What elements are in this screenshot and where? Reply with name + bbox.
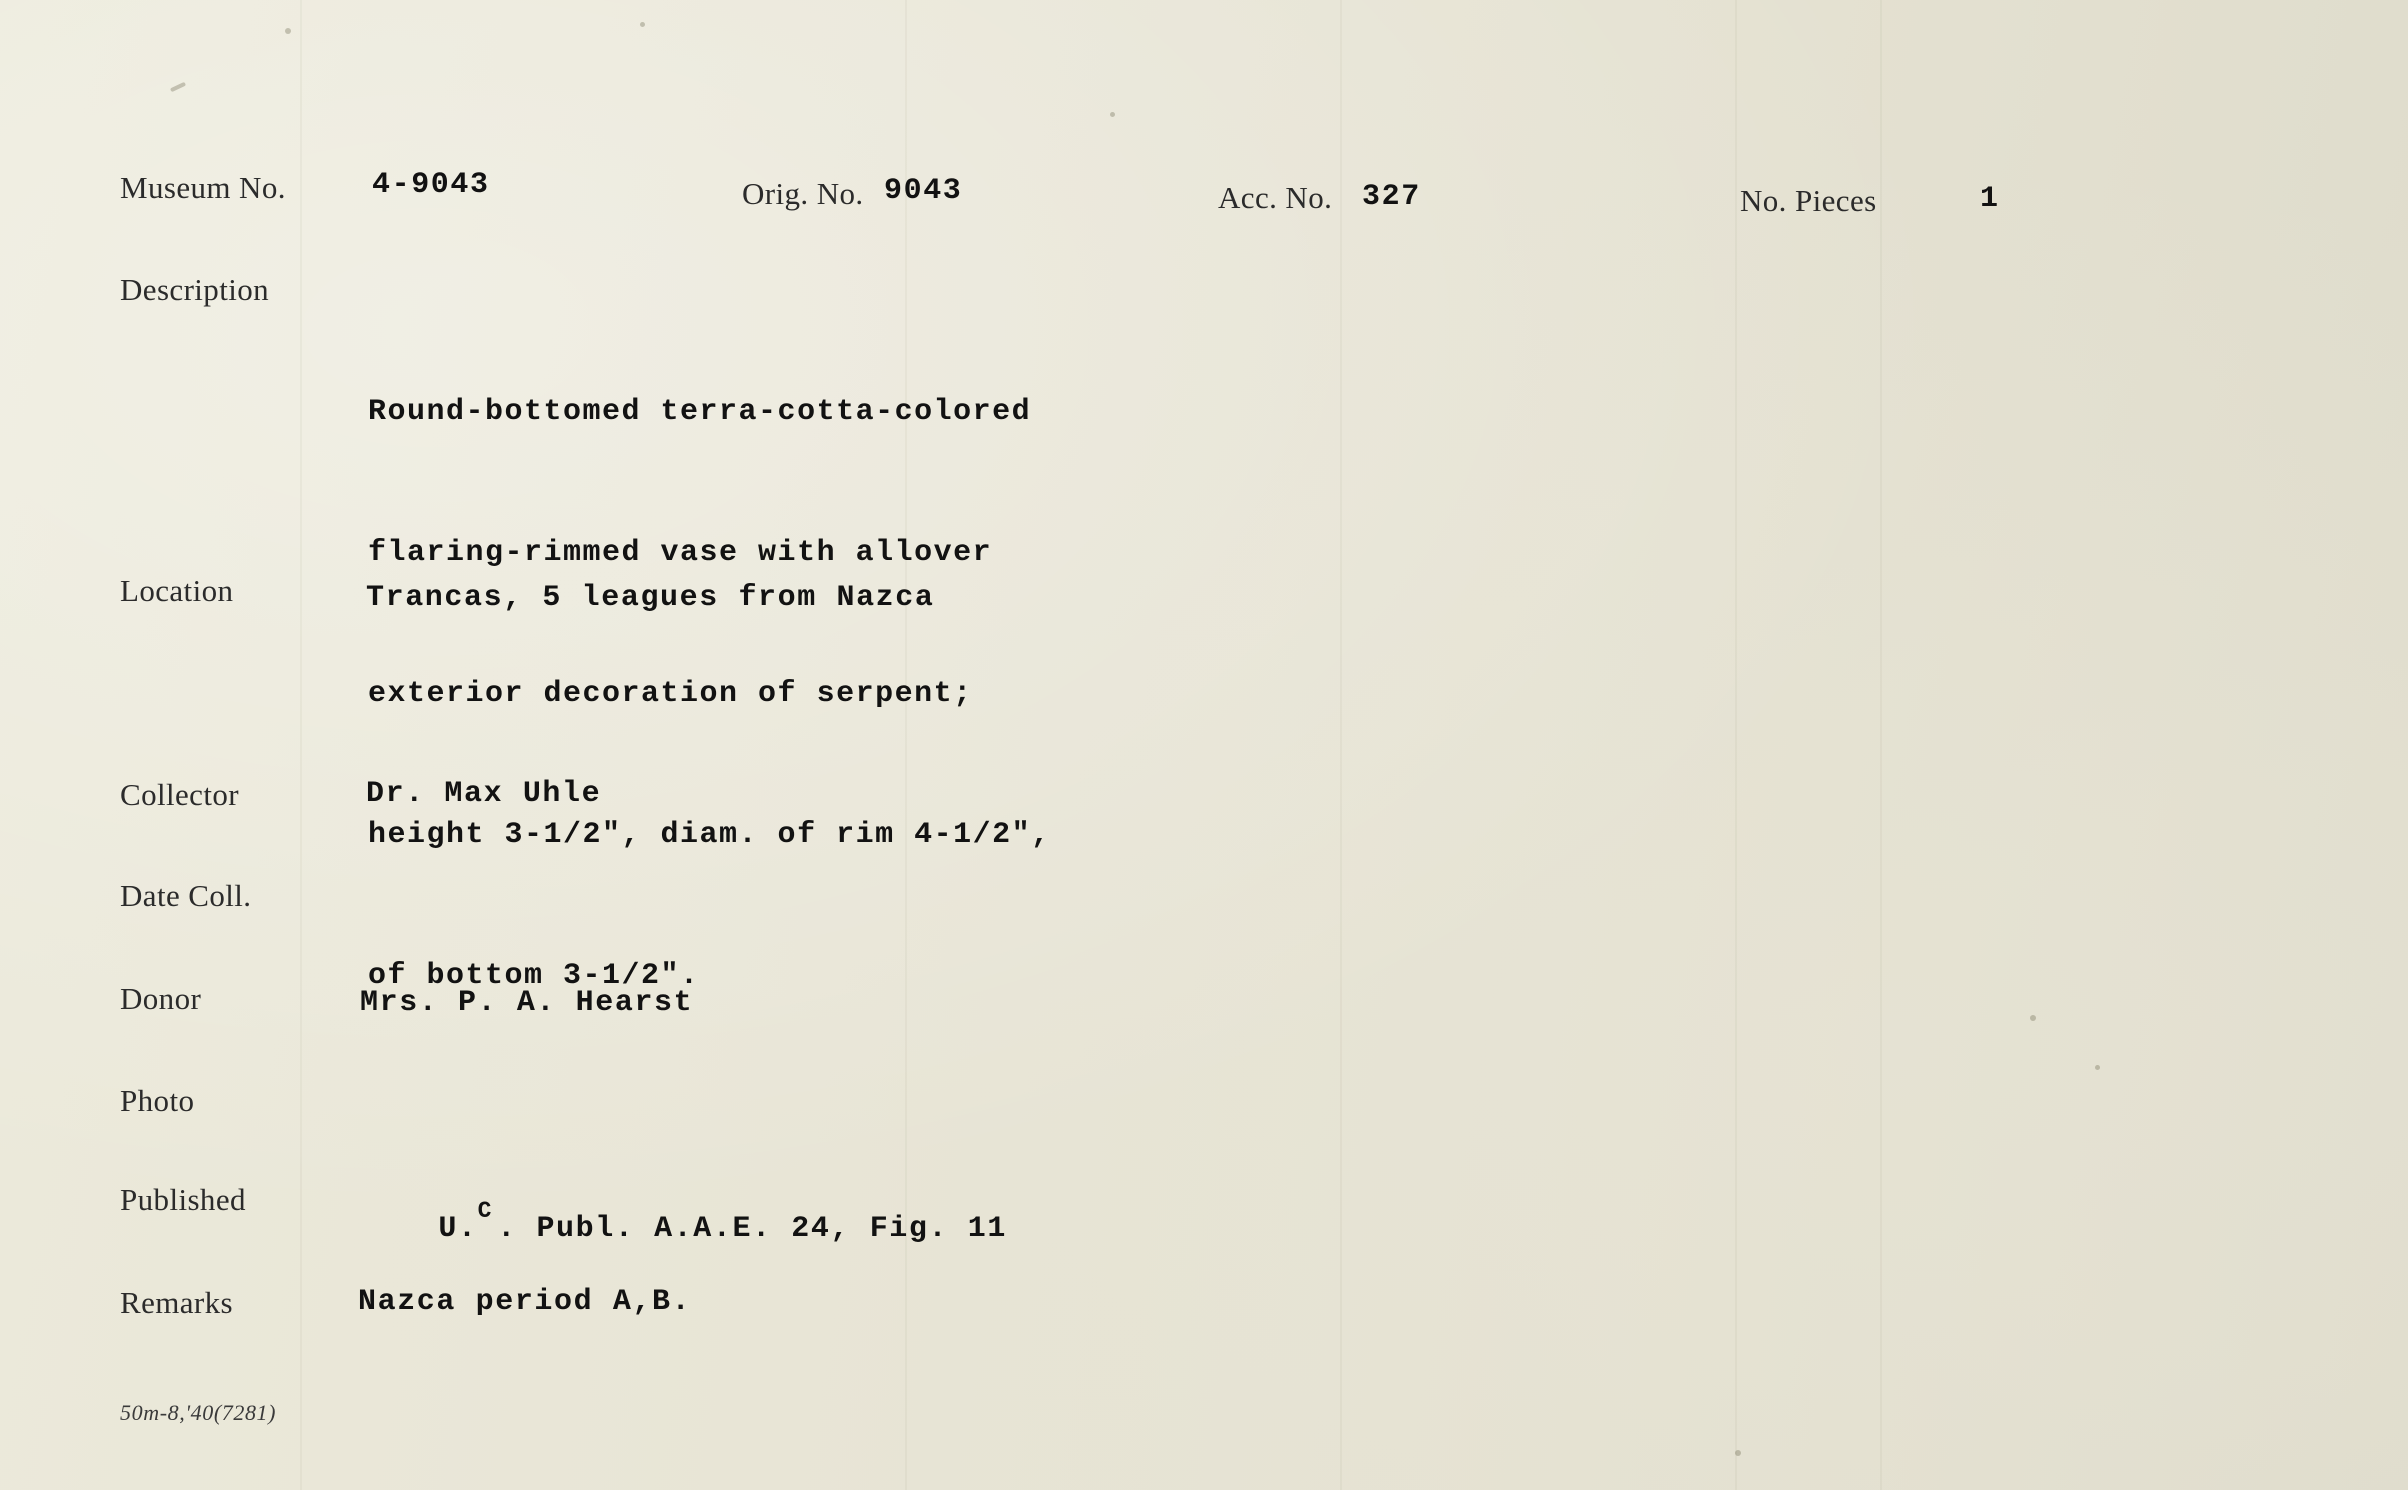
- description-value: [368, 295, 1051, 1094]
- published-label: Published: [120, 1182, 246, 1217]
- no-pieces-value: 1: [1980, 182, 2000, 216]
- location-value: Trancas, 5 leagues from Nazca: [366, 581, 935, 615]
- published-value-part2: . Publ. A.A.E. 24, Fig. 11: [497, 1212, 1007, 1246]
- paper-speck: [170, 82, 186, 92]
- remarks-label: Remarks: [120, 1285, 233, 1320]
- paper-grain: [300, 0, 302, 1490]
- paper-speck: [2095, 1065, 2100, 1070]
- collector-label: Collector: [120, 777, 239, 812]
- description-line: height 3-1/2", diam. of rim 4-1/2",: [368, 818, 1051, 852]
- remarks-value: Nazca period A,B.: [358, 1285, 692, 1319]
- date-coll-label: Date Coll.: [120, 878, 252, 913]
- paper-grain: [1735, 0, 1737, 1490]
- description-line: flaring-rimmed vase with allover: [368, 536, 993, 570]
- paper-speck: [1735, 1450, 1741, 1456]
- museum-no-label: Museum No.: [120, 170, 286, 205]
- orig-no-value: 9043: [884, 174, 963, 208]
- description-label: Description: [120, 272, 270, 307]
- paper-speck: [285, 28, 291, 34]
- description-line: exterior decoration of serpent;: [368, 677, 973, 711]
- acc-no-label: Acc. No.: [1218, 180, 1333, 215]
- paper-grain: [1340, 0, 1342, 1490]
- donor-label: Donor: [120, 981, 202, 1016]
- published-value-part1: U.: [438, 1212, 478, 1246]
- form-code: 50m-8,'40(7281): [120, 1400, 277, 1425]
- donor-value: Mrs. P. A. Hearst: [360, 986, 694, 1020]
- description-line: of bottom 3-1/2".: [368, 959, 700, 993]
- location-label: Location: [120, 573, 234, 608]
- photo-label: Photo: [120, 1083, 195, 1118]
- acc-no-value: 327: [1362, 180, 1421, 214]
- paper-speck: [640, 22, 645, 27]
- paper-speck: [2030, 1015, 2036, 1021]
- published-superscript-wrap: [477, 1198, 498, 1246]
- published-superscript: C: [477, 1198, 494, 1224]
- museum-no-value: 4-9043: [372, 168, 490, 202]
- published-value: [360, 1178, 1007, 1280]
- paper-speck: [1110, 112, 1115, 117]
- description-line: Round-bottomed terra-cotta-colored: [368, 395, 1032, 429]
- no-pieces-label: No. Pieces: [1740, 183, 1877, 218]
- orig-no-label: Orig. No.: [742, 176, 864, 211]
- collector-value: Dr. Max Uhle: [366, 777, 602, 811]
- paper-grain: [1880, 0, 1882, 1490]
